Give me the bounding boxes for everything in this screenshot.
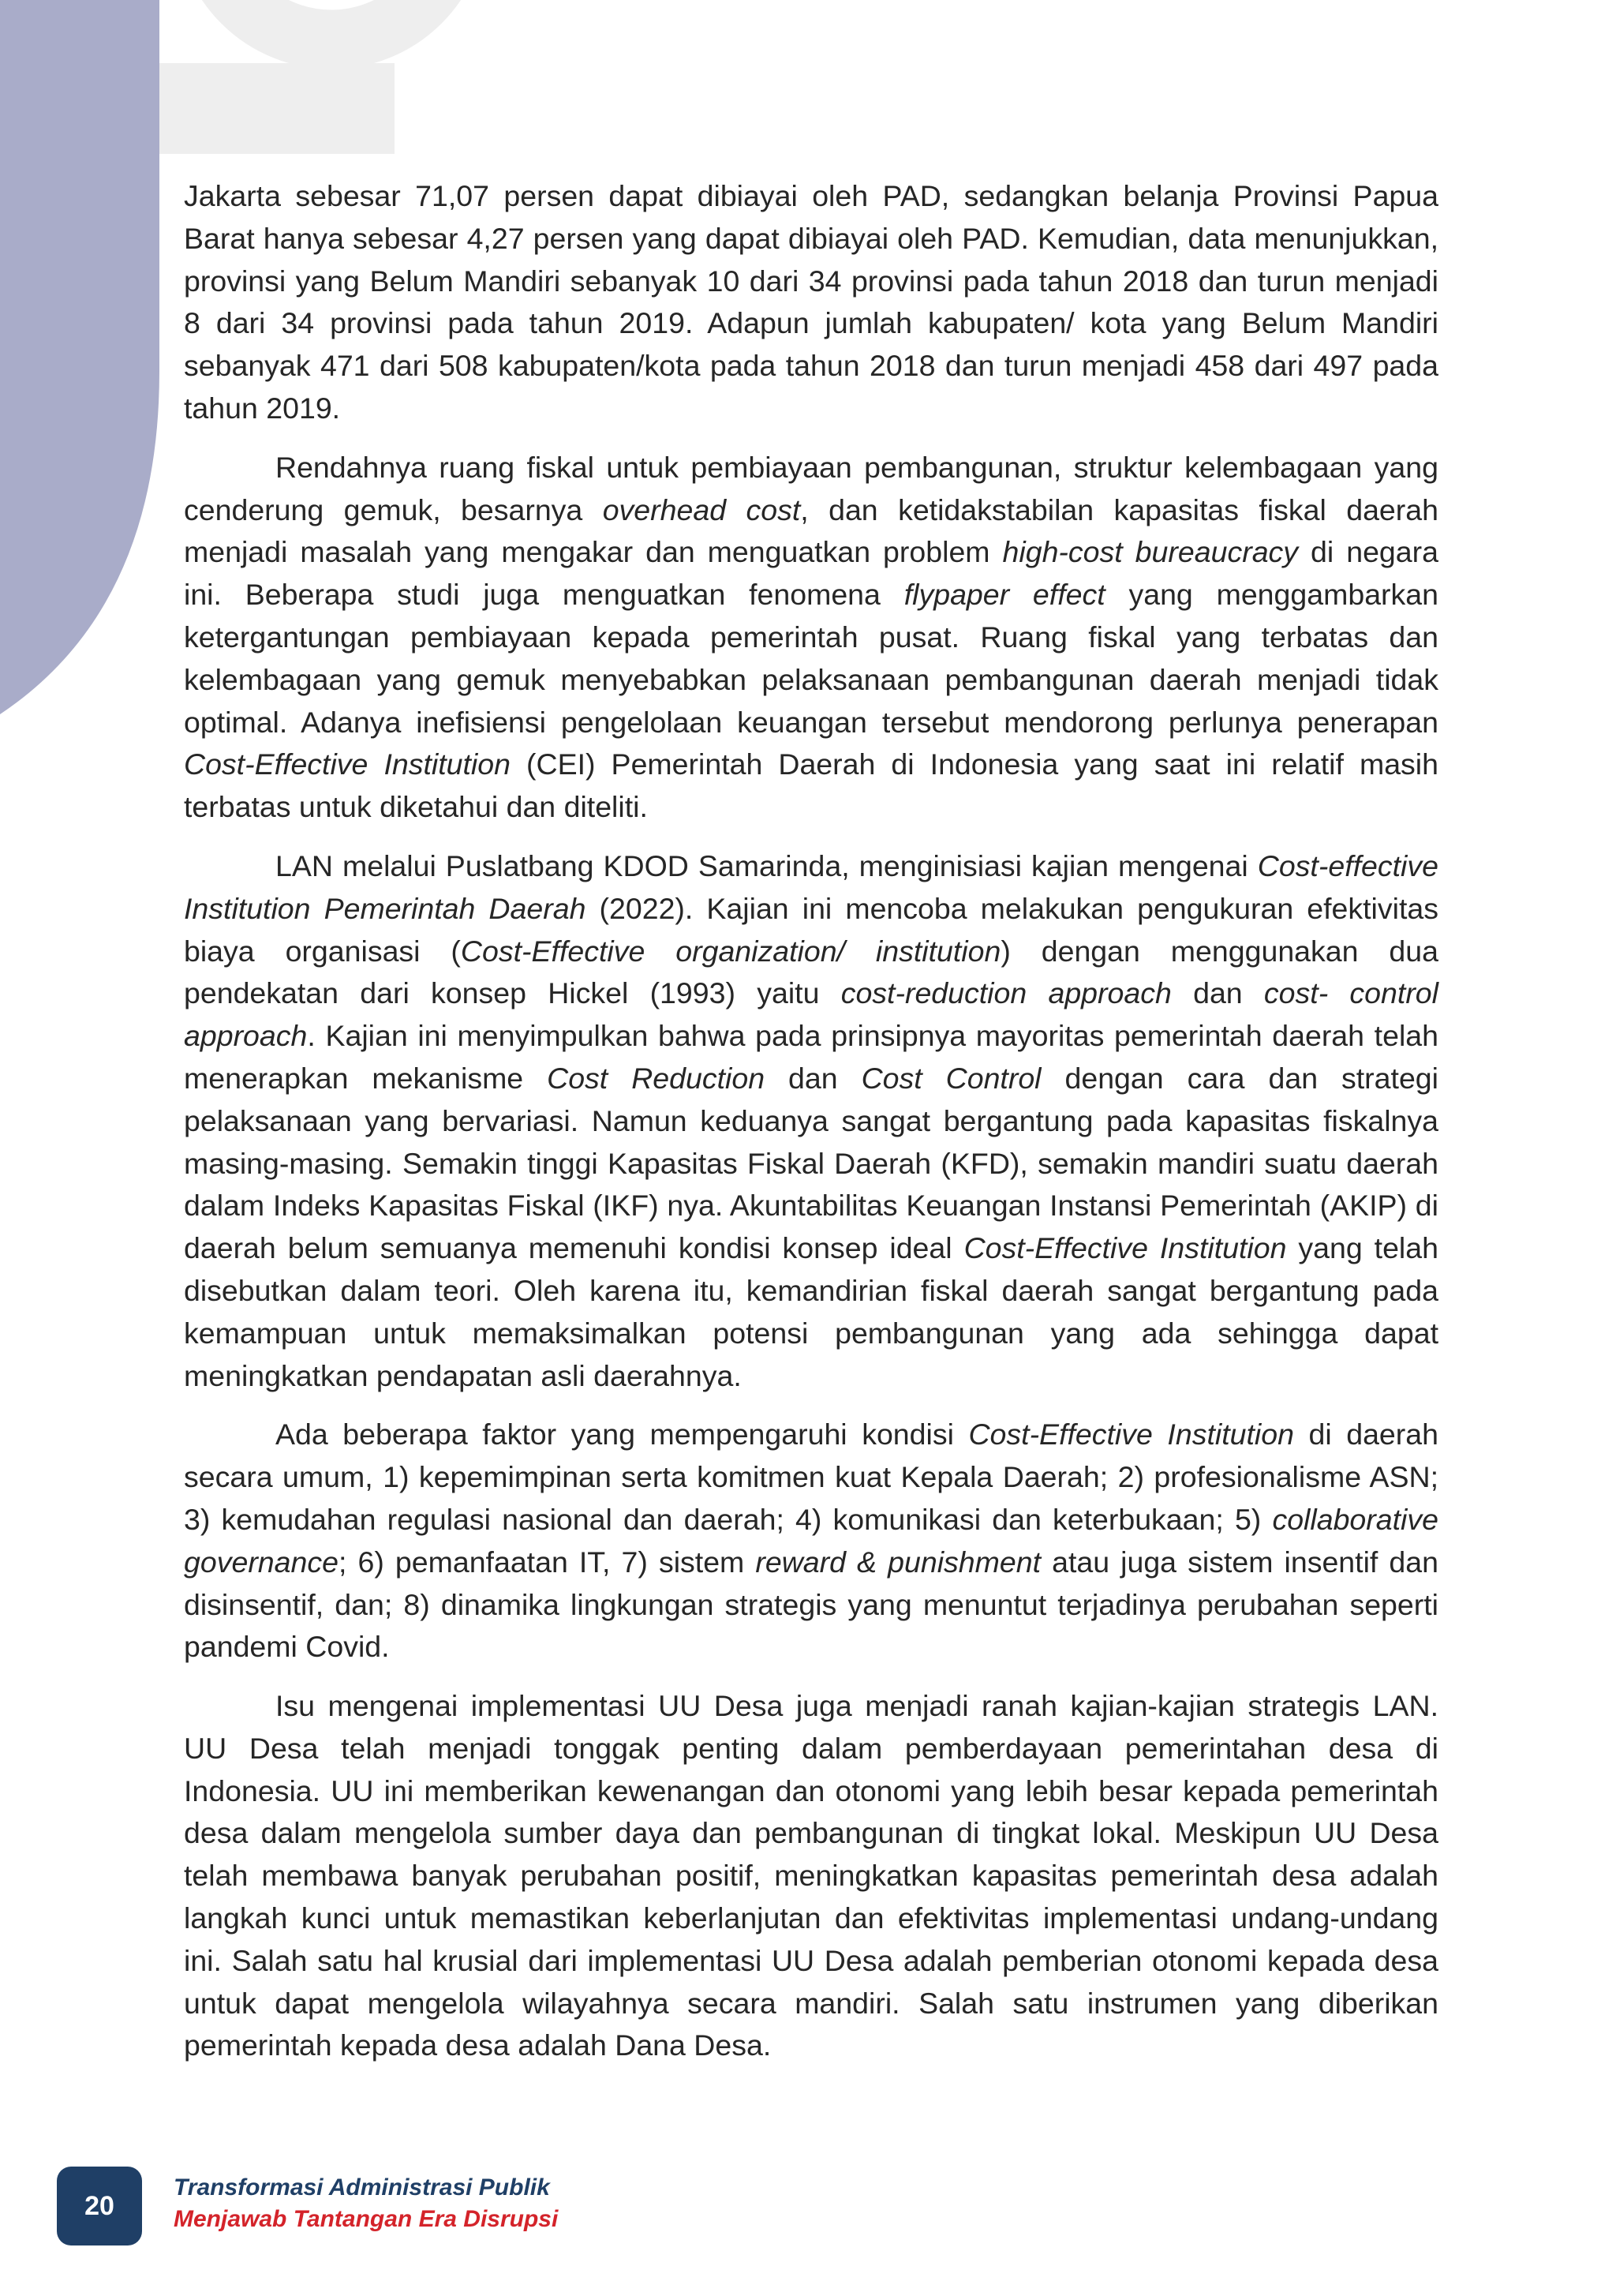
text-run: Rendahnya ruang fiskal untuk pembiayaan pembangunan, struktur kelembagaan yang cenderung gemuk, besarnya <box>184 450 1438 526</box>
footer-book-title <box>174 2172 558 2235</box>
italic-term: Cost Reduction <box>547 1061 765 1095</box>
italic-term: cost-reduction approach <box>840 976 1172 1010</box>
page-number-badge <box>57 2167 142 2245</box>
text-run: Isu mengenai implementasi UU Desa juga menjadi ranah kajian-kajian strategis LAN. UU Desa telah menjadi tonggak penting dalam pemberdayaan pemerintahan desa di Indonesia. UU ini memberikan kewenangan dan otonomi yang lebih besar kepada pemerintah desa dalam mengelola sumber daya dan pembangunan di tingkat lokal. Meskipun UU Desa telah membawa banyak perubahan positif, meningkatkan kapasitas pemerintah desa adalah langkah kunci untuk memastikan keberlanjutan dan efektivitas implementasi undang-undang ini. Salah satu hal krusial dari implementasi UU Desa adalah pemberian otonomi kepada desa untuk dapat mengelola wilayahnya secara mandiri. Salah satu instrumen yang diberikan pemerintah kepada desa adalah Dana Desa. <box>184 1689 1438 2062</box>
text-run: Ada beberapa faktor yang mempengaruhi kondisi <box>275 1418 969 1451</box>
italic-term: overhead cost <box>602 493 801 526</box>
page-number: 20 <box>84 2190 114 2221</box>
text-run: , dan ketidakstabilan kapasitas fiskal daerah menjadi masalah yang mengakar dan menguatkan problem <box>184 493 1438 569</box>
text-run: di daerah secara umum, 1) kepemimpinan serta komitmen kuat Kepala Daerah; 2) profesionalisme ASN; 3) kemudahan regulasi nasional dan daerah; 4) komunikasi dan keterbukaan; 5) <box>184 1418 1438 1536</box>
text-run: (CEI) Pemerintah Daerah di Indonesia yang saat ini relatif masih terbatas untuk diketahui dan diteliti. <box>184 747 1438 824</box>
paragraph-5 <box>184 1685 1438 2067</box>
text-run: (2022). Kajian ini mencoba melakukan pengukuran efektivitas biaya organisasi ( <box>184 891 1438 968</box>
text-run: dan <box>765 1061 862 1095</box>
italic-term: Cost-Effective Institution <box>184 747 511 781</box>
italic-term: reward & punishment <box>755 1545 1042 1579</box>
italic-term: collaborative governance <box>184 1502 1438 1579</box>
italic-term: Cost-Effective Institution <box>963 1231 1287 1265</box>
text-run: atau juga sistem insentif dan disinsentif, dan; 8) dinamika lingkungan strategis yang menuntut terjadinya perubahan seperti pandemi Covid. <box>184 1545 1438 1664</box>
paragraph-1 <box>184 175 1438 430</box>
italic-term: Cost-Effective Institution <box>968 1418 1294 1451</box>
italic-term: Cost Control <box>861 1061 1042 1095</box>
paragraph-2 <box>184 447 1438 829</box>
footer-title-line2: Menjawab Tantangan Era Disrupsi <box>174 2206 559 2232</box>
text-run: ; 6) pemanfaatan IT, 7) sistem <box>338 1545 756 1579</box>
text-run: . Kajian ini menyimpulkan bahwa pada prinsipnya mayoritas pemerintah daerah telah menerapkan mekanisme <box>184 1019 1438 1095</box>
text-run: Jakarta sebesar 71,07 persen dapat dibiayai oleh PAD, sedangkan belanja Provinsi Papua Barat hanya sebesar 4,27 persen yang dapat dibiayai oleh PAD. Kemudian, data menunjukkan, provinsi yang Belum Mandiri sebanyak 10 dari 34 provinsi pada tahun 2018 dan turun menjadi 8 dari 34 provinsi pada tahun 2019. Adapun jumlah kabupaten/ kota yang Belum Mandiri sebanyak 471 dari 508 kabupaten/kota pada tahun 2018 dan turun menjadi 458 dari 497 pada tahun 2019. <box>184 179 1438 425</box>
italic-term: high-cost bureaucracy <box>1002 535 1299 569</box>
italic-term: Cost-effective Institution Pemerintah Daerah <box>184 848 1438 925</box>
text-run: yang telah disebutkan dalam teori. Oleh karena itu, kemandirian fiskal daerah sangat bergantung pada kemampuan untuk memaksimalkan potensi pembangunan yang ada sehingga dapat meningkatkan pendapatan asli daerahnya. <box>184 1231 1438 1392</box>
text-run: LAN melalui Puslatbang KDOD Samarinda, menginisiasi kajian mengenai <box>275 848 1258 882</box>
text-run: di negara ini. Beberapa studi juga menguatkan fenomena <box>184 535 1438 612</box>
footer-title-line1: Transformasi Administrasi Publik <box>174 2174 550 2200</box>
text-run: yang menggambarkan ketergantungan pembiayaan kepada pemerintah pusat. Ruang fiskal yang terbatas dan kelembagaan yang gemuk menyebabkan pelaksanaan pembangunan daerah menjadi tidak optimal. Adanya inefisiensi pengelolaan keuangan tersebut mendorong perlunya penerapan <box>184 578 1438 739</box>
italic-term: flypaper effect <box>903 578 1105 612</box>
text-run: dan <box>1171 976 1264 1010</box>
text-run: ) dengan menggunakan dua pendekatan dari konsep Hickel (1993) yaitu <box>184 934 1438 1010</box>
italic-term: Cost-Effective organization/ institution <box>460 934 1001 968</box>
text-run: dengan cara dan strategi pelaksanaan yang bervariasi. Namun keduanya sangat bergantung pada kapasitas fiskalnya masing-masing. Semakin tinggi Kapasitas Fiskal Daerah (KFD), semakin mandiri suatu daerah dalam Indeks Kapasitas Fiskal (IKF) nya. Akuntabilitas Keuangan Instansi Pemerintah (AKIP) di daerah belum semuanya memenuhi kondisi konsep ideal <box>184 1061 1438 1265</box>
italic-term: cost- control approach <box>184 976 1438 1053</box>
paragraph-3 <box>184 845 1438 1397</box>
paragraph-4 <box>184 1414 1438 1669</box>
body-text <box>184 175 1438 2084</box>
